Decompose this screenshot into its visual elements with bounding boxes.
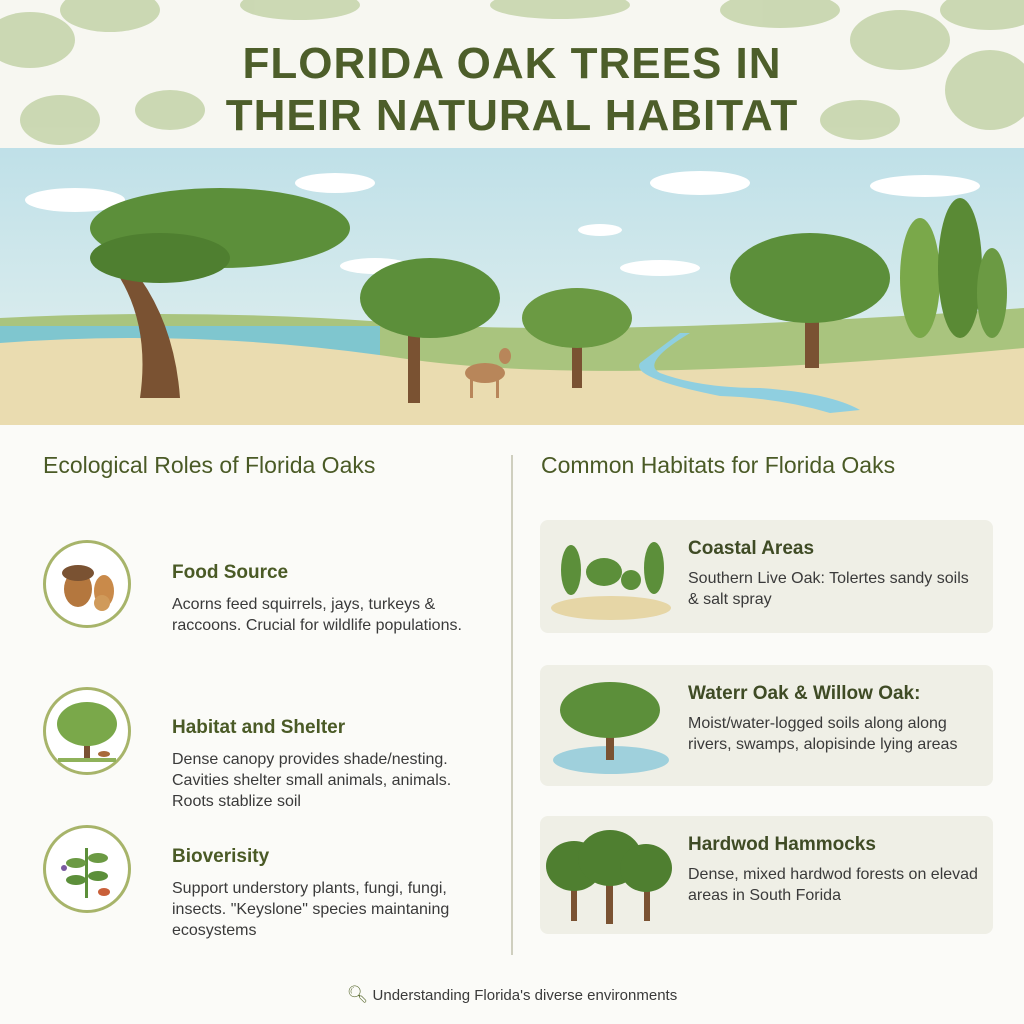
ecological-roles-heading: Ecological Roles of Florida Oaks <box>43 452 376 478</box>
plants-fungi-icon <box>43 825 131 913</box>
acorn-squirrel-icon <box>43 540 131 628</box>
habitat-title: Waterr Oak & Willow Oak: <box>688 683 921 704</box>
title-banner <box>0 0 1024 148</box>
role-title: Food Source <box>172 562 289 583</box>
footer-text: Understanding Florida's diverse environments <box>372 987 678 1004</box>
section-divider <box>511 455 513 955</box>
role-text: Dense canopy provides shade/nesting. Cavities shelter small animals, animals. Roots stablize soil <box>172 751 452 810</box>
footer <box>0 985 1024 1005</box>
habitat-text: Southern Live Oak: Tolertes sandy soils & salt spray <box>688 570 969 608</box>
role-text: Acorns feed squirrels, jays, turkeys & raccoons. Crucial for wildlife populations. <box>172 596 462 634</box>
habitat-title: Hardwod Hammocks <box>688 834 876 855</box>
habitat-card-wetland <box>540 665 993 786</box>
oak-tree-shelter-icon <box>43 687 131 775</box>
role-text: Support understory plants, fungi, fungi, insects. "Keyslone" species maintaning ecosystems <box>172 880 450 939</box>
habitat-card-coastal <box>540 520 993 633</box>
hammock-forest-icon <box>546 826 676 931</box>
habitat-text: Dense, mixed hardwod forests on elevad areas in South Forida <box>688 866 978 904</box>
habitat-text: Moist/water-logged soils along along rivers, swamps, alopisinde lying areas <box>688 715 958 753</box>
habitat-title: Coastal Areas <box>688 538 815 559</box>
magnifier-icon: 🔍︎ <box>346 985 369 1004</box>
habitat-card-hammock <box>540 816 993 934</box>
role-food-source <box>172 562 492 636</box>
title-line-2: THEIR NATURAL HABITAT <box>225 91 799 140</box>
coastal-trees-icon <box>546 530 676 625</box>
role-habitat-shelter <box>172 717 492 812</box>
role-title: Bioverisity <box>172 846 270 867</box>
title-line-1: FLORIDA OAK TREES IN <box>242 39 782 88</box>
habitat-landscape-illustration <box>0 148 1024 425</box>
page-title <box>0 38 1024 142</box>
common-habitats-heading: Common Habitats for Florida Oaks <box>541 452 896 478</box>
role-title: Habitat and Shelter <box>172 717 346 738</box>
wetland-oak-icon <box>546 675 676 780</box>
role-biodiversity <box>172 846 492 941</box>
